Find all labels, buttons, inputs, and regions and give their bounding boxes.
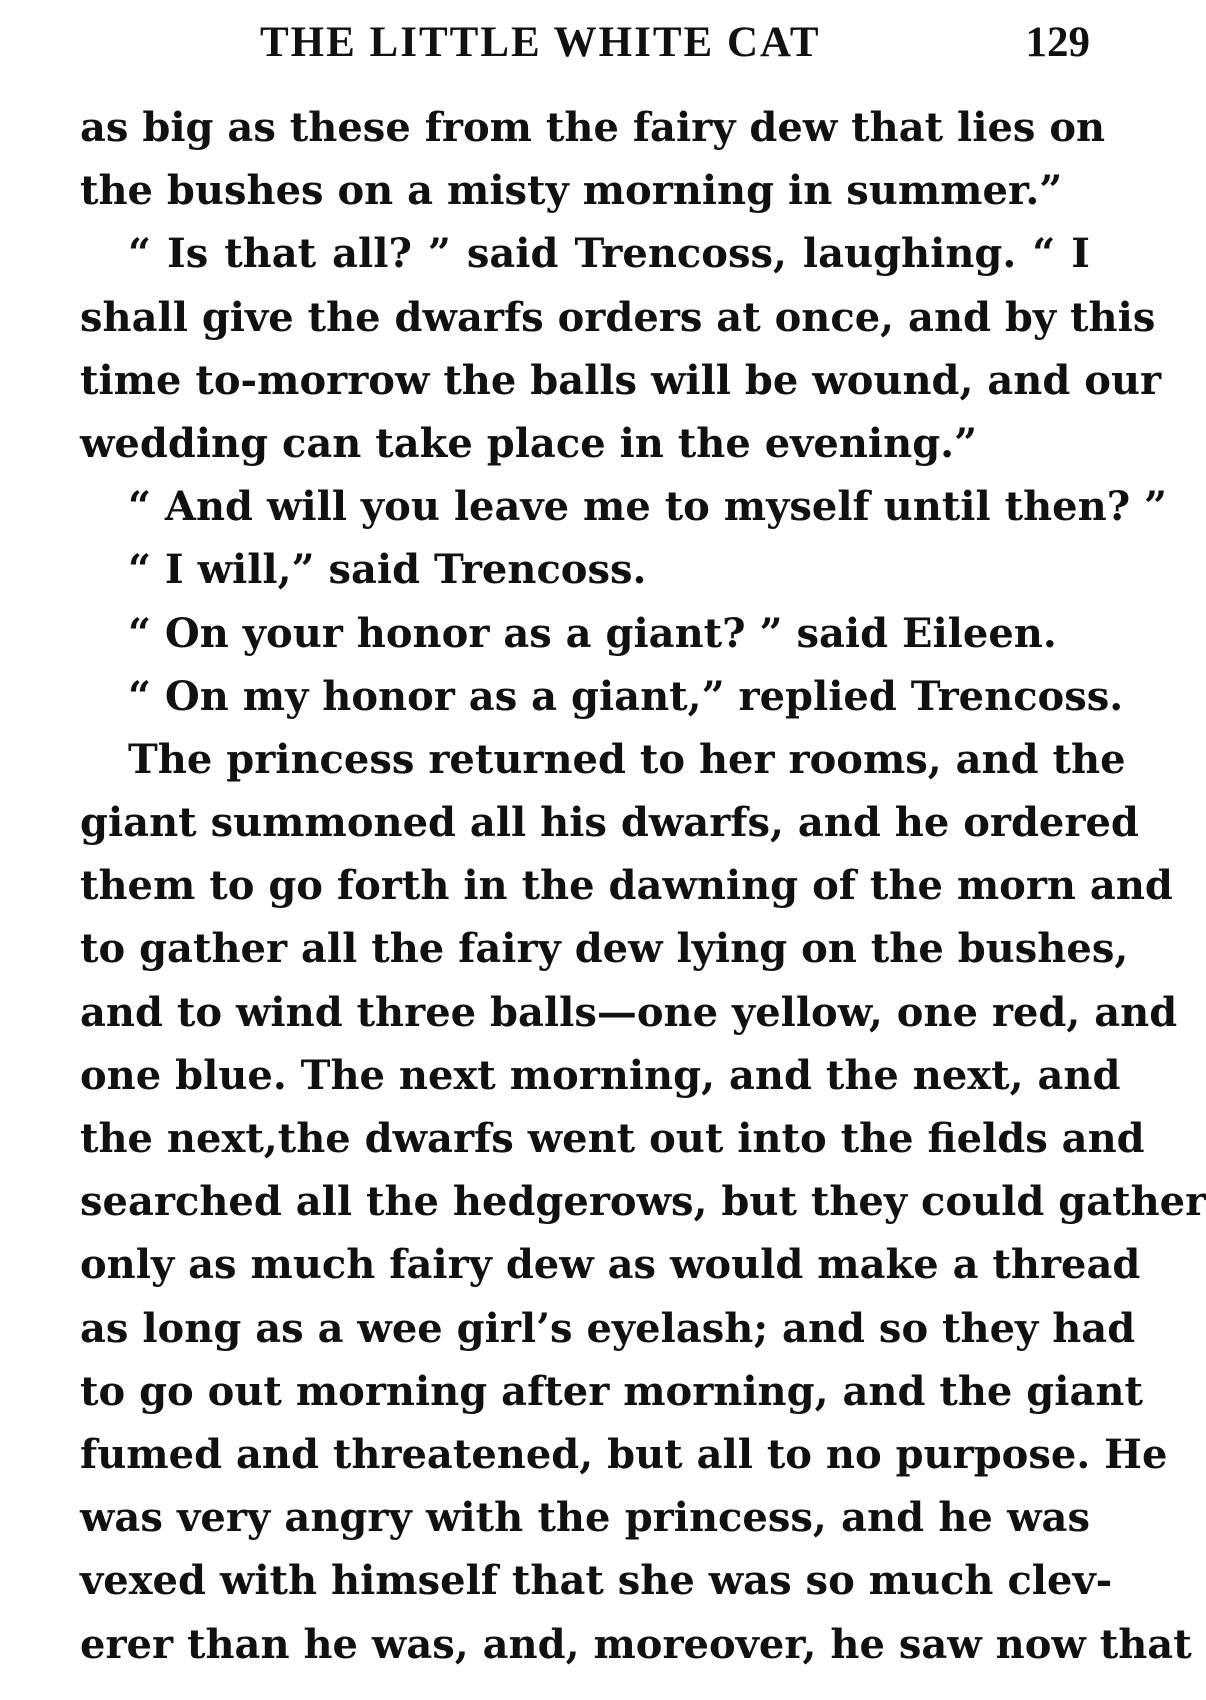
text-line: The princess returned to her rooms, and the (128, 735, 1126, 783)
text-line: shall give the dwarfs orders at once, and by this (80, 293, 1156, 341)
text-line: “ Is that all? ” said Trencoss, laughing. “ I (128, 230, 1090, 278)
text-line: the bushes on a misty morning in summer.” (80, 167, 1063, 215)
text-line: giant summoned all his dwarfs, and he ordered (80, 799, 1139, 847)
text-line: searched all the hedgerows, but they could gather (80, 1178, 1206, 1226)
running-title: THE LITTLE WHITE CAT (260, 19, 821, 66)
text-line: one blue. The next morning, and the next, and (80, 1051, 1121, 1099)
text-line: to gather all the fairy dew lying on the bushes, (80, 925, 1129, 973)
page-number: 129 (1025, 19, 1090, 66)
text-line: them to go forth in the dawning of the morn and (80, 862, 1173, 910)
text-line: “ I will,” said Trencoss. (128, 546, 647, 594)
text-line: wedding can take place in the evening.” (80, 419, 978, 467)
text-line: was very angry with the princess, and he was (80, 1494, 1090, 1542)
text-line: the next,the dwarfs went out into the fields and (80, 1115, 1145, 1162)
text-line: “ And will you leave me to myself until then? ” (128, 483, 1168, 531)
text-line: only as much fairy dew as would make a thread (80, 1241, 1141, 1289)
text-line: fumed and threatened, but all to no purpose. He (80, 1430, 1168, 1478)
text-line: vexed with himself that she was so much clev- (80, 1557, 1113, 1605)
text-line: “ On your honor as a giant? ” said Eileen. (128, 609, 1057, 657)
text-line: as big as these from the fairy dew that lies on (80, 104, 1106, 151)
text-line: erer than he was, and, moreover, he saw now that (80, 1620, 1192, 1668)
text-line: “ On my honor as a giant,” replied Trencoss. (128, 672, 1124, 720)
text-line: and to wind three balls—one yellow, one red, and (80, 988, 1178, 1036)
text-line: as long as a wee girl’s eyelash; and so they had (80, 1304, 1136, 1352)
body-text (80, 96, 1206, 1676)
text-line: to go out morning after morning, and the giant (80, 1367, 1143, 1415)
running-head (80, 18, 1090, 68)
text-line: time to-morrow the balls will be wound, and our (80, 356, 1162, 404)
